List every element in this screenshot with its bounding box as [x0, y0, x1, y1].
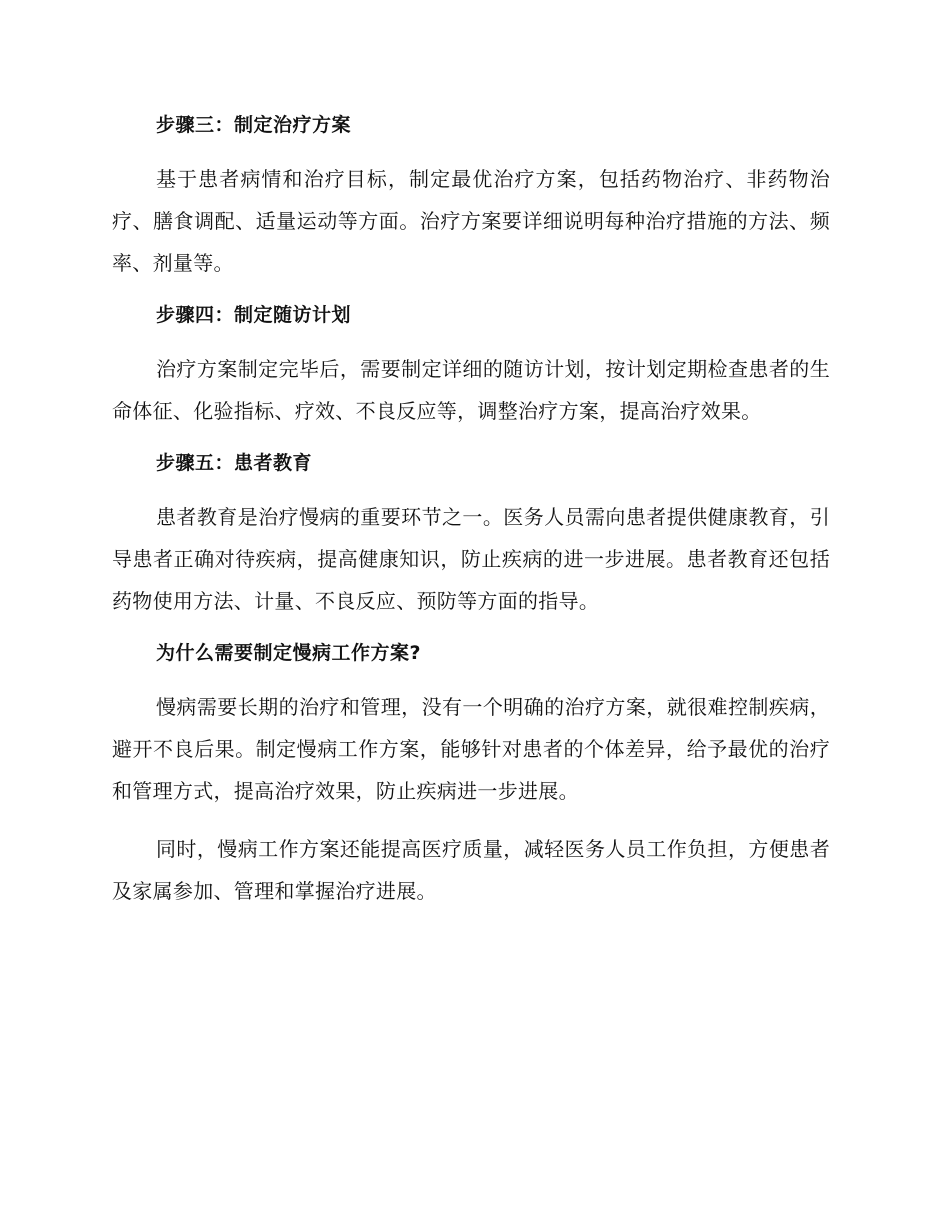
section-step-three — [112, 110, 830, 284]
section-step-five — [112, 448, 830, 622]
paragraph: 慢病需要长期的治疗和管理，没有一个明确的治疗方案，就很难控制疾病，避开不良后果。制定慢病工作方案，能够针对患者的个体差异，给予最优的治疗和管理方式，提高治疗效果，防止疾病进一步进展。 — [112, 695, 830, 803]
section-heading: 步骤三：制定治疗方案 — [156, 114, 352, 136]
section-step-four — [112, 300, 830, 432]
section-why-plan — [112, 638, 830, 912]
section-heading: 步骤五：患者教育 — [156, 452, 313, 474]
section-heading: 为什么需要制定慢病工作方案? — [156, 642, 422, 664]
paragraph: 治疗方案制定完毕后，需要制定详细的随访计划，按计划定期检查患者的生命体征、化验指标、疗效、不良反应等，调整治疗方案，提高治疗效果。 — [112, 357, 830, 423]
section-heading: 步骤四：制定随访计划 — [156, 304, 352, 326]
paragraph: 同时，慢病工作方案还能提高医疗质量，减轻医务人员工作负担，方便患者及家属参加、管理和掌握治疗进展。 — [112, 837, 830, 903]
document-page — [112, 110, 830, 928]
paragraph: 患者教育是治疗慢病的重要环节之一。医务人员需向患者提供健康教育，引导患者正确对待疾病，提高健康知识，防止疾病的进一步进展。患者教育还包括药物使用方法、计量、不良反应、预防等方面的指导。 — [112, 505, 830, 613]
paragraph: 基于患者病情和治疗目标，制定最优治疗方案，包括药物治疗、非药物治疗、膳食调配、适量运动等方面。治疗方案要详细说明每种治疗措施的方法、频率、剂量等。 — [112, 167, 830, 275]
